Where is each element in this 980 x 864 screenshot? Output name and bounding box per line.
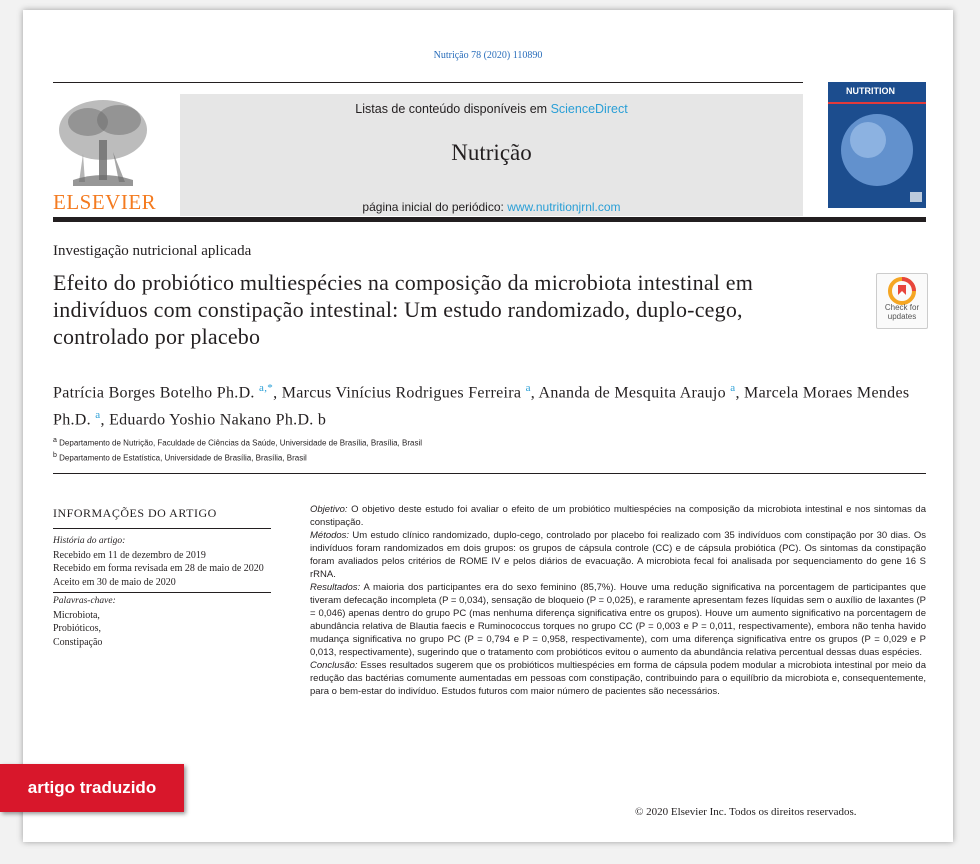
revised-date: Recebido em forma revisada em 28 de maio de 2020 [53,563,264,574]
affiliation-list [53,435,422,464]
author-separator: , [530,384,539,402]
header-thick-rule [53,217,926,222]
author-name[interactable]: Eduardo Yoshio Nakano Ph.D. b [109,411,327,429]
abstract-results [310,581,926,659]
abstract-methods [310,529,926,581]
journal-cover-image [828,82,926,208]
check-for-updates-button[interactable] [876,273,928,329]
author-list [53,377,928,432]
article-title: Efeito do probiótico multiespécies na composição da microbiota intestinal em indivíduos com constipação intestinal: Um estudo randomizado, duplo-cego, controlado por placebo [53,270,754,349]
objective-label: Objetivo: [310,504,348,515]
contents-prefix: Listas de conteúdo disponíveis em [355,102,551,116]
author-name[interactable]: Marcus Vinícius Rodrigues Ferreira [281,384,522,402]
top-rule [53,82,803,83]
homepage-prefix: página inicial do periódico: [362,200,508,214]
article-section: Investigação nutricional aplicada [53,243,252,259]
keyword: Probióticos, [53,623,102,634]
author-affil-mark[interactable]: a [730,382,736,394]
author-affil-mark[interactable]: a [95,409,101,422]
author-separator: , [273,384,282,402]
info-rule [53,592,271,593]
keyword: Microbiota, [53,609,100,621]
methods-text: Um estudo clínico randomizado, duplo-cego, controlado por placebo foi realizado com 35 indivíduos com constipação por 30 dias. Os indivíduos foram randomizados em dois grupos: os grupos de cápsula controle (CC) e de cápsula probiótica (PC). Os sintomas da constipação foram avaliados pelos critérios de ROME IV e pelos diários de evacuação. A microbiota fecal foi analisada por sequenciamento do gene 16 S rRNA. [310,530,926,580]
contents-line [180,102,803,116]
keyword: Constipação [53,636,103,648]
info-rule [53,528,271,529]
journal-reference[interactable]: Nutrição 78 (2020) 110890 [433,50,543,61]
conclusion-text: Esses resultados sugerem que os probióticos multiespécies em forma de cápsula podem modular a microbiota intestinal por meio da redução das bactérias comumente aumentadas em pessoas com constipação, contribuindo para o equilíbrio da microbiota e, consequentemente, para o bem-estar do indivíduo. Estudos futuros com maior número de pacientes são necessários. [310,660,926,697]
results-label: Resultados: [310,582,361,593]
received-date: Recebido em 11 de dezembro de 2019 [53,549,206,561]
cover-globe-icon [828,82,926,208]
abstract-objective [310,503,926,529]
article-page [23,10,953,842]
translated-article-badge: artigo traduzido [0,764,184,812]
affiliation-mark: b [53,451,57,459]
conclusion-label: Conclusão: [310,660,358,671]
author-name[interactable]: Ananda de Mesquita Araujo [538,384,726,402]
affiliation [53,435,422,450]
article-info [53,535,278,649]
publisher-wordmark: ELSEVIER [53,190,157,214]
check-updates-label: Check for updates [884,303,920,321]
author-separator: , [100,411,110,429]
author-name[interactable]: Patrícia Borges Botelho Ph.D. [53,384,255,402]
journal-homepage-link[interactable]: www.nutritionjrnl.com [507,200,621,214]
article-info-heading: INFORMAÇÕES DO ARTIGO [53,506,217,520]
affiliation-mark: a [53,437,57,444]
affiliation-text: Departamento de Estatística, Universidade de Brasília, Brasília, Brasil [59,453,307,463]
check-updates-icon [887,277,917,305]
affiliation-text: Departamento de Nutrição, Faculdade de Ciências da Saúde, Universidade de Brasília, Brasília, Brasil [59,438,422,448]
sciencedirect-link[interactable]: ScienceDirect [550,102,628,116]
homepage-line [180,200,803,214]
author-affil-mark[interactable]: a [525,382,531,394]
abstract [310,503,926,698]
abstract-conclusion [310,659,926,698]
results-text: A maioria dos participantes era do sexo feminino (85,7%). Houve uma redução significativa na porcentagem de participantes que tiveram defecação incompleta (P = 0,034), sensação de bloqueio (P = 0,025), e raramente apresentam fezes líquidas sem o auxílio de laxantes (P = 0,046) apenas dentro do grupo PC (mas nenhuma diferença significativa entre os grupos). Houve um aumento significativo na porcentagem de abundância relativa de Blautia faecis e Ruminococcus torques no grupo CC (P = 0,003 e P = 0,011, respectivamente), embora não tenha havido mudança significativa no grupo PC (P = 0,794 e P = 0,958, respectivamente), com uma diferença significativa entre os grupos (P = 0,029 e P 0,013, respectivamente), sugerindo que o tratamento com probióticos evitou o aumento da abundância relativa percentual dessas duas espécies. [310,582,926,658]
objective-text: O objetivo deste estudo foi avaliar o efeito de um probiótico multiespécies na composição da microbiota intestinal e nos sintomas da constipação. [310,504,926,528]
accepted-date: Aceito em 30 de maio de 2020 [53,576,176,588]
author-affil-mark[interactable]: a,* [259,382,274,394]
keywords-label: Palavras-chave: [53,596,116,606]
history-label: História do artigo: [53,536,126,546]
affiliation [53,450,422,465]
author-name[interactable]: Marcela Moraes Mendes Ph.D. [53,384,910,429]
journal-banner [180,94,803,216]
section-rule [53,473,926,474]
journal-title: Nutrição [451,140,532,165]
author-separator: , [735,384,745,402]
cover-title: NUTRITION [846,86,895,96]
copyright-notice: © 2020 Elsevier Inc. Todos os direitos reservados. [635,806,857,818]
methods-label: Métodos: [310,530,350,541]
